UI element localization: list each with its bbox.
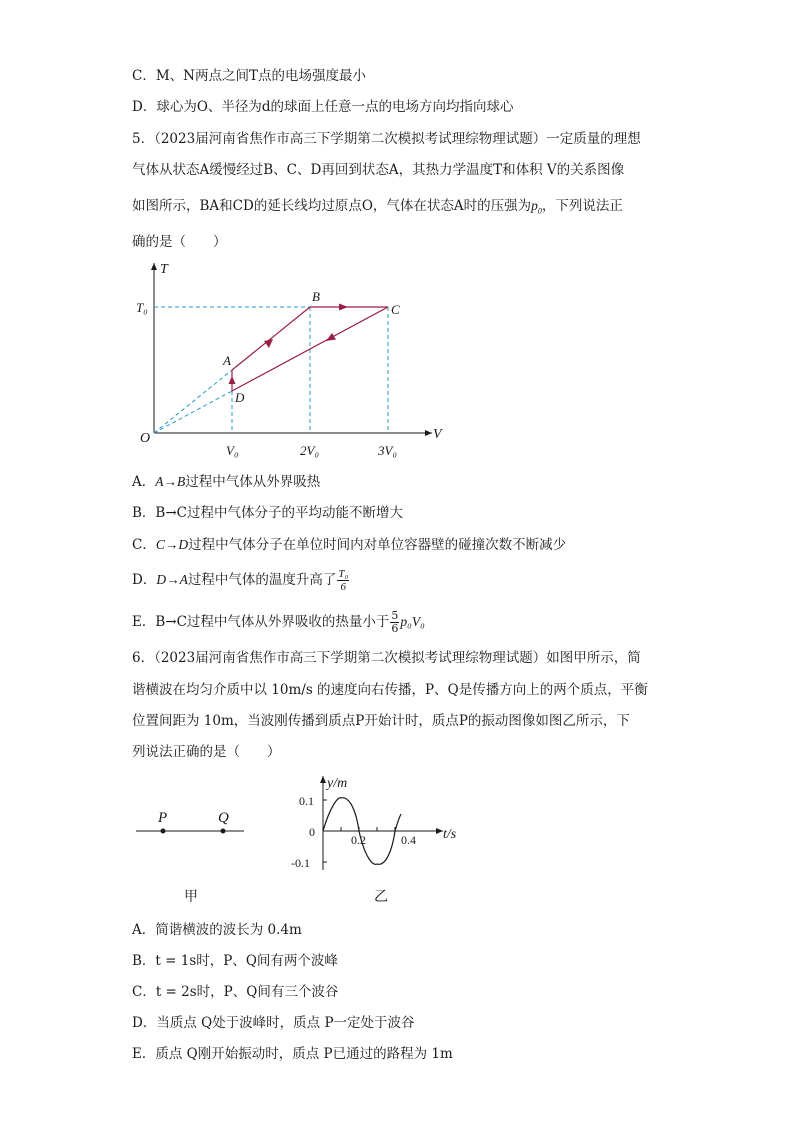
q5-stem-line-2: 气体从状态A缓慢经过B、C、D再回到状态A，其热力学温度T和体积 V的关系图像 (132, 162, 625, 178)
point-q (221, 829, 226, 834)
q5-stem-line-4: 确的是（ ） (132, 234, 227, 250)
q5-option-a: A．A→B过程中气体从外界吸热 (132, 474, 321, 490)
q6-stem-line-4: 列说法正确的是（ ） (132, 744, 281, 760)
q6-option-d: D．当质点 Q处于波峰时，质点 P一定处于波谷 (132, 1015, 415, 1031)
q5-stem-line-3-tail: ，下列说法正 (541, 198, 623, 214)
q5-p0: $p_0$ (531, 198, 542, 216)
axis-v-label: V (433, 427, 442, 442)
v2-label: 2V₀ (300, 443, 319, 458)
q5-option-b: B．B→C过程中气体分子的平均动能不断增大 (132, 505, 403, 521)
x-end-label: 0.4 (401, 833, 416, 847)
q5-option-d: D．D→A过程中气体的温度升高了 $\frac{\text{T₀}}{6}$ (132, 568, 349, 593)
q6-stem-line-2: 谐横波在均匀介质中以 10m/s 的速度向右传播，P、Q是传播方向上的两个质点，平衡 (132, 682, 648, 698)
v0-label: V₀ (226, 443, 239, 458)
caption-yi: 乙 (374, 889, 388, 905)
ylabel: y/m (327, 776, 348, 791)
q6-figure-jia (132, 800, 252, 845)
point-b-label: B (312, 289, 320, 304)
caption-jia: 甲 (184, 889, 198, 905)
point-c-label: C (391, 302, 400, 317)
point-q-label: Q (218, 810, 229, 826)
v3-label: 3V₀ (378, 443, 397, 458)
fraction-t0-over-6: $\frac{\text{T₀}}{6}$ (338, 568, 349, 593)
q5-stem-line-3 (132, 196, 623, 222)
prev-option-c: C．M、N两点之间T点的电场强度最小 (132, 68, 366, 84)
origin-label: O (140, 431, 151, 446)
y-zero-label: 0 (309, 825, 315, 839)
q6-figure-yi (285, 770, 465, 875)
q5-stem-line-3-text: 如图所示，BA和CD的延长线均过原点O，气体在状态A时的压强为 (132, 198, 532, 214)
y-bottom-label: -0.1 (291, 856, 310, 870)
x-mid-label: 0.2 (351, 833, 366, 847)
q5-stem-line-1: 5．（2023届河南省焦作市高三下学期第二次模拟考试理综物理试题）一定质量的理想 (132, 131, 641, 147)
q6-option-a: A．简谐横波的波长为 0.4m (132, 922, 302, 938)
q6-option-b: B．t = 1s时，P、Q间有两个波峰 (132, 953, 338, 969)
q6-stem-line-3: 位置间距为 10m，当波刚传播到质点P开始计时，质点P的振动图像如图乙所示，下 (132, 713, 630, 729)
point-p (161, 829, 166, 834)
fraction-5-over-6: $\frac{5}{6}$ (391, 609, 399, 635)
point-p-label: P (158, 810, 168, 826)
prev-option-d: D．球心为O、半径为d的球面上任意一点的电场方向均指向球心 (132, 99, 514, 115)
q6-option-c: C．t = 2s时，P、Q间有三个波谷 (132, 984, 339, 1000)
y-top-label: 0.1 (299, 794, 314, 808)
point-a-label: A (223, 353, 231, 368)
q6-stem-line-1: 6．（2023届河南省焦作市高三下学期第二次模拟考试理综物理试题）如图甲所示，简 (132, 650, 641, 666)
q6-option-e: E．质点 Q刚开始振动时，质点 P已通过的路程为 1m (132, 1046, 453, 1062)
direction-arrows (229, 304, 349, 385)
xlabel: t/s (443, 827, 457, 842)
t0-label: T₀ (136, 300, 148, 315)
q5-tv-graph (132, 255, 452, 465)
axis-t-label: T (160, 262, 168, 277)
point-d-label: D (235, 390, 245, 405)
q5-option-c: C．C→D过程中气体分子在单位时间内对单位容器壁的碰撞次数不断减少 (132, 537, 567, 553)
q5-option-e: E．B→C过程中气体从外界吸收的热量小于 $\frac{5}{6}$ p₀V₀ (132, 609, 425, 635)
